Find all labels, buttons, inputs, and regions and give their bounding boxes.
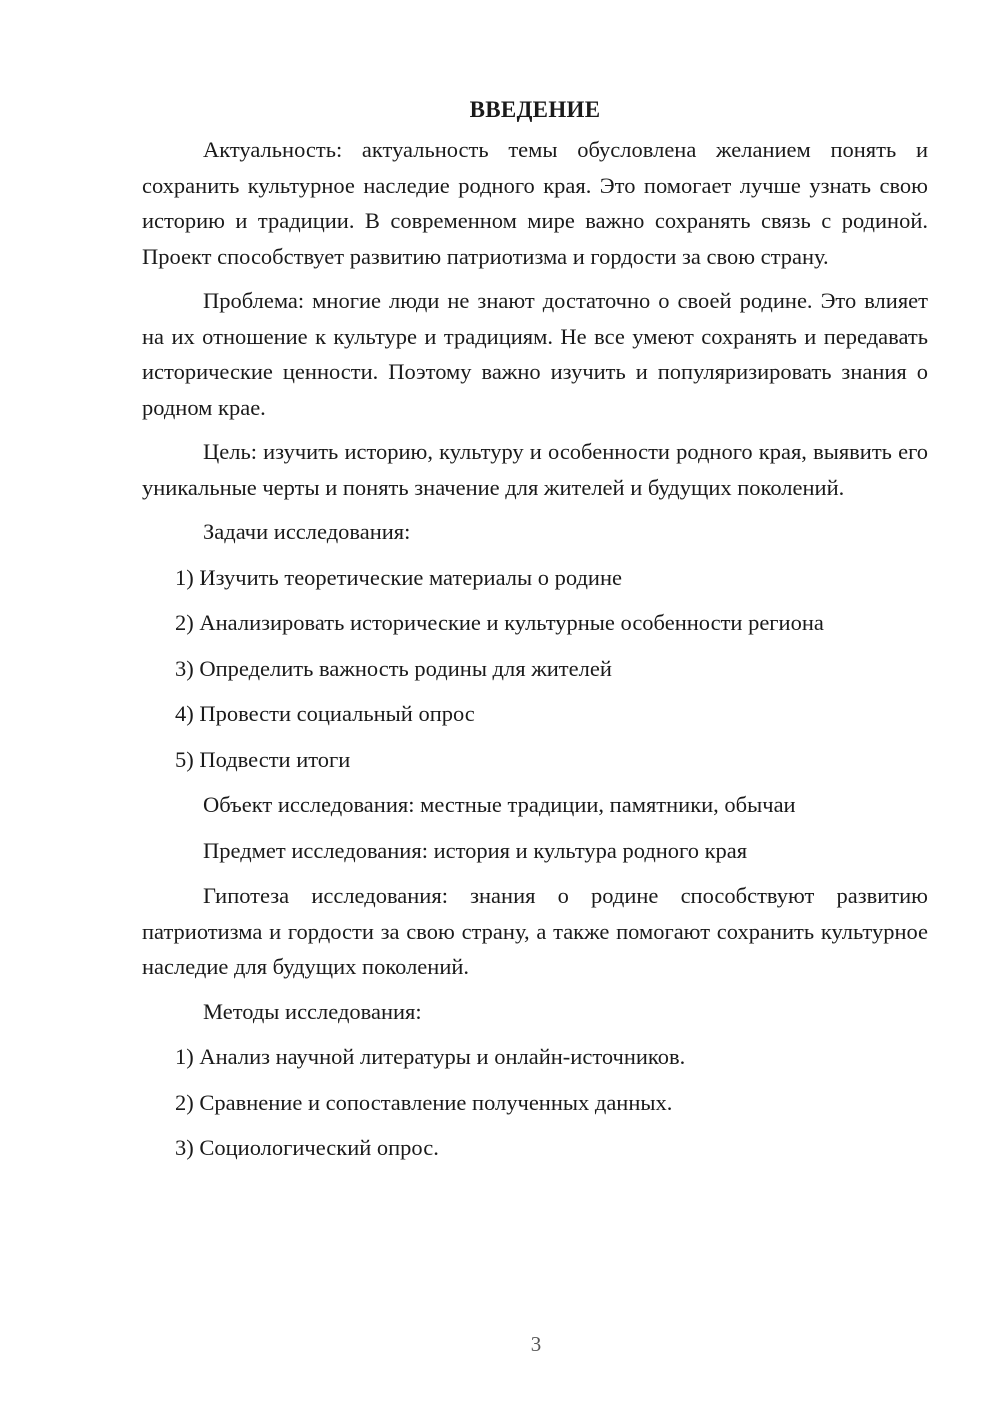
task-item: 5) Подвести итоги xyxy=(175,746,351,772)
methods-heading: Методы исследования: xyxy=(203,998,422,1024)
task-item: 3) Определить важность родины для жителей xyxy=(175,655,612,681)
tasks-heading: Задачи исследования: xyxy=(203,519,411,544)
task-item: 4) Провести социальный опрос xyxy=(175,701,475,726)
hypothesis-paragraph: Гипотеза исследования: знания о родине способствуют развитию патриотизма и гордости за свою страну, а также помогают сохранить культурное наследие для будущих поколений. xyxy=(142,883,928,979)
task-item: 2) Анализировать исторические и культурные особенности региона xyxy=(175,610,824,635)
document-page xyxy=(142,92,928,1176)
page-number: 3 xyxy=(530,1332,542,1356)
method-item: 2) Сравнение и сопоставление полученных данных. xyxy=(175,1089,673,1115)
task-item: 1) Изучить теоретические материалы о родине xyxy=(175,564,622,590)
method-item: 3) Социологический опрос. xyxy=(175,1135,439,1160)
subject-line: Предмет исследования: история и культура родного края xyxy=(203,837,748,863)
object-line: Объект исследования: местные традиции, памятники, обычаи xyxy=(203,792,796,817)
problem-paragraph: Проблема: многие люди не знают достаточно о своей родине. Это влияет на их отношение к культуре и традициям. Не все умеют сохранять и передавать исторические ценности. Поэтому важно изучить и популяризировать знания о родном крае. xyxy=(142,288,928,420)
method-item: 1) Анализ научной литературы и онлайн-источников. xyxy=(175,1044,686,1069)
page-title: ВВЕДЕНИЕ xyxy=(469,97,601,122)
goal-paragraph: Цель: изучить историю, культуру и особенности родного края, выявить его уникальные черты и понять значение для жителей и будущих поколений. xyxy=(142,439,928,500)
relevance-paragraph: Актуальность: актуальность темы обусловлена желанием понять и сохранить культурное наследие родного края. Это помогает лучше узнать свою историю и традиции. В современном мире важно сохранять связь с родиной. Проект способствует развитию патриотизма и гордости за свою страну. xyxy=(142,137,928,269)
